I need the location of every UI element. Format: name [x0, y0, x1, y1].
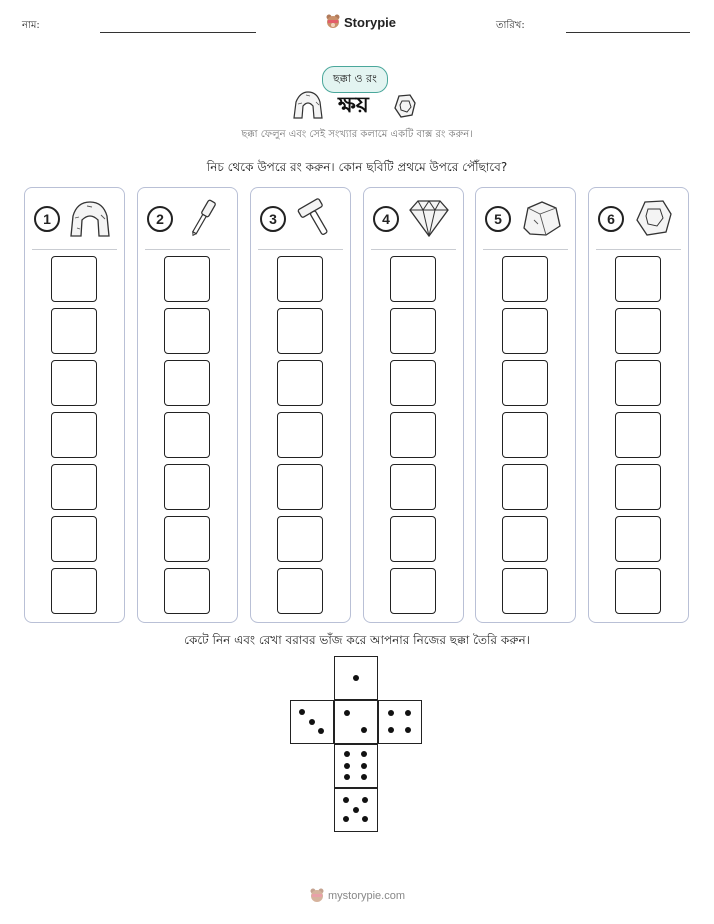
column-number: 6 — [598, 206, 624, 232]
column-number: 3 — [260, 206, 286, 232]
column-divider — [258, 249, 343, 250]
page-title: ক্ষয় — [338, 93, 369, 118]
color-box[interactable] — [502, 568, 548, 614]
chisel-icon — [178, 198, 228, 238]
color-box[interactable] — [51, 464, 97, 510]
column-header — [138, 198, 237, 242]
color-box[interactable] — [164, 308, 210, 354]
column-divider — [32, 249, 117, 250]
die-pip — [344, 763, 350, 769]
color-box[interactable] — [277, 516, 323, 562]
column-divider — [596, 249, 681, 250]
color-box[interactable] — [502, 516, 548, 562]
bear-icon — [326, 14, 340, 30]
color-box[interactable] — [51, 360, 97, 406]
column-6 — [588, 187, 689, 623]
color-box[interactable] — [390, 412, 436, 458]
die-pip — [362, 797, 368, 803]
color-box[interactable] — [502, 256, 548, 302]
color-box[interactable] — [502, 308, 548, 354]
rock-arch-icon — [65, 198, 115, 238]
column-1 — [24, 187, 125, 623]
die-pip — [344, 774, 350, 780]
color-box[interactable] — [277, 360, 323, 406]
color-box[interactable] — [615, 568, 661, 614]
color-box[interactable] — [615, 464, 661, 510]
badge: ছক্কা ও রং — [322, 66, 388, 93]
column-number: 1 — [34, 206, 60, 232]
die-pip — [361, 727, 367, 733]
color-box[interactable] — [502, 360, 548, 406]
brand-name: Storypie — [344, 14, 397, 30]
color-box[interactable] — [277, 412, 323, 458]
die-pip — [353, 807, 359, 813]
footer-url: mystorypie.com — [328, 890, 406, 902]
name-line — [100, 32, 256, 33]
cut-instruction: কেটে নিন এবং রেখা বরাবর ভাঁজ করে আপনার নিজের ছক্কা তৈরি করুন। — [184, 633, 530, 647]
color-box[interactable] — [277, 308, 323, 354]
column-4 — [363, 187, 464, 623]
color-box[interactable] — [277, 568, 323, 614]
color-box[interactable] — [51, 412, 97, 458]
die-pip — [361, 751, 367, 757]
column-number: 5 — [485, 206, 511, 232]
column-2 — [137, 187, 238, 623]
date-line — [566, 32, 690, 33]
die-face-4 — [378, 700, 422, 744]
die-face-3 — [290, 700, 334, 744]
hammer-icon — [291, 198, 341, 238]
color-box[interactable] — [277, 464, 323, 510]
color-box[interactable] — [164, 360, 210, 406]
color-box[interactable] — [615, 516, 661, 562]
color-box[interactable] — [51, 256, 97, 302]
subtitle: ছক্কা ফেলুন এবং সেই সংখ্যার কলামে একটি বাক্স রং করুন। — [241, 129, 473, 140]
color-box[interactable] — [615, 256, 661, 302]
diamond-icon — [404, 198, 454, 238]
die-pip — [388, 727, 394, 733]
die-pip — [343, 797, 349, 803]
color-box[interactable] — [615, 308, 661, 354]
die-face-5 — [334, 788, 378, 832]
die-face-6 — [334, 744, 378, 788]
die-pip — [343, 816, 349, 822]
column-header — [589, 198, 688, 242]
die-pip — [361, 774, 367, 780]
color-box[interactable] — [390, 308, 436, 354]
name-label: নাম: — [22, 20, 40, 31]
color-box[interactable] — [164, 464, 210, 510]
die-pip — [344, 751, 350, 757]
rock-arch-icon — [292, 90, 324, 120]
color-box[interactable] — [51, 568, 97, 614]
color-box[interactable] — [164, 256, 210, 302]
color-box[interactable] — [502, 464, 548, 510]
column-divider — [145, 249, 230, 250]
column-divider — [483, 249, 568, 250]
die-pip — [344, 710, 350, 716]
color-box[interactable] — [615, 360, 661, 406]
color-box[interactable] — [164, 516, 210, 562]
bear-icon — [310, 888, 324, 904]
color-box[interactable] — [164, 568, 210, 614]
column-header — [364, 198, 463, 242]
die-pip — [361, 763, 367, 769]
column-divider — [371, 249, 456, 250]
instruction: নিচ থেকে উপরে রং করুন। কোন ছবিটি প্রথমে উপরে পৌঁছাবে? — [206, 160, 508, 174]
color-box[interactable] — [390, 464, 436, 510]
column-5 — [475, 187, 576, 623]
die-pip — [299, 709, 305, 715]
color-box[interactable] — [390, 360, 436, 406]
die-pip — [388, 710, 394, 716]
footer — [310, 888, 405, 904]
color-box[interactable] — [164, 412, 210, 458]
die-pip — [362, 816, 368, 822]
gem-icon — [393, 93, 417, 119]
color-box[interactable] — [51, 516, 97, 562]
column-number: 2 — [147, 206, 173, 232]
die-face-1 — [334, 656, 378, 700]
die-pip — [405, 727, 411, 733]
color-box[interactable] — [277, 256, 323, 302]
column-header — [25, 198, 124, 242]
brand-logo — [326, 14, 396, 30]
die-pip — [405, 710, 411, 716]
gem-icon — [629, 198, 679, 238]
column-3 — [250, 187, 351, 623]
column-header — [251, 198, 350, 242]
die-pip — [353, 675, 359, 681]
color-box[interactable] — [502, 412, 548, 458]
color-box[interactable] — [390, 516, 436, 562]
color-box[interactable] — [51, 308, 97, 354]
die-face-2 — [334, 700, 378, 744]
color-box[interactable] — [615, 412, 661, 458]
die-pip — [318, 728, 324, 734]
date-label: তারিখ: — [496, 20, 525, 31]
die-pip — [309, 719, 315, 725]
color-box[interactable] — [390, 568, 436, 614]
rock-icon — [516, 198, 566, 238]
column-header — [476, 198, 575, 242]
column-number: 4 — [373, 206, 399, 232]
color-box[interactable] — [390, 256, 436, 302]
